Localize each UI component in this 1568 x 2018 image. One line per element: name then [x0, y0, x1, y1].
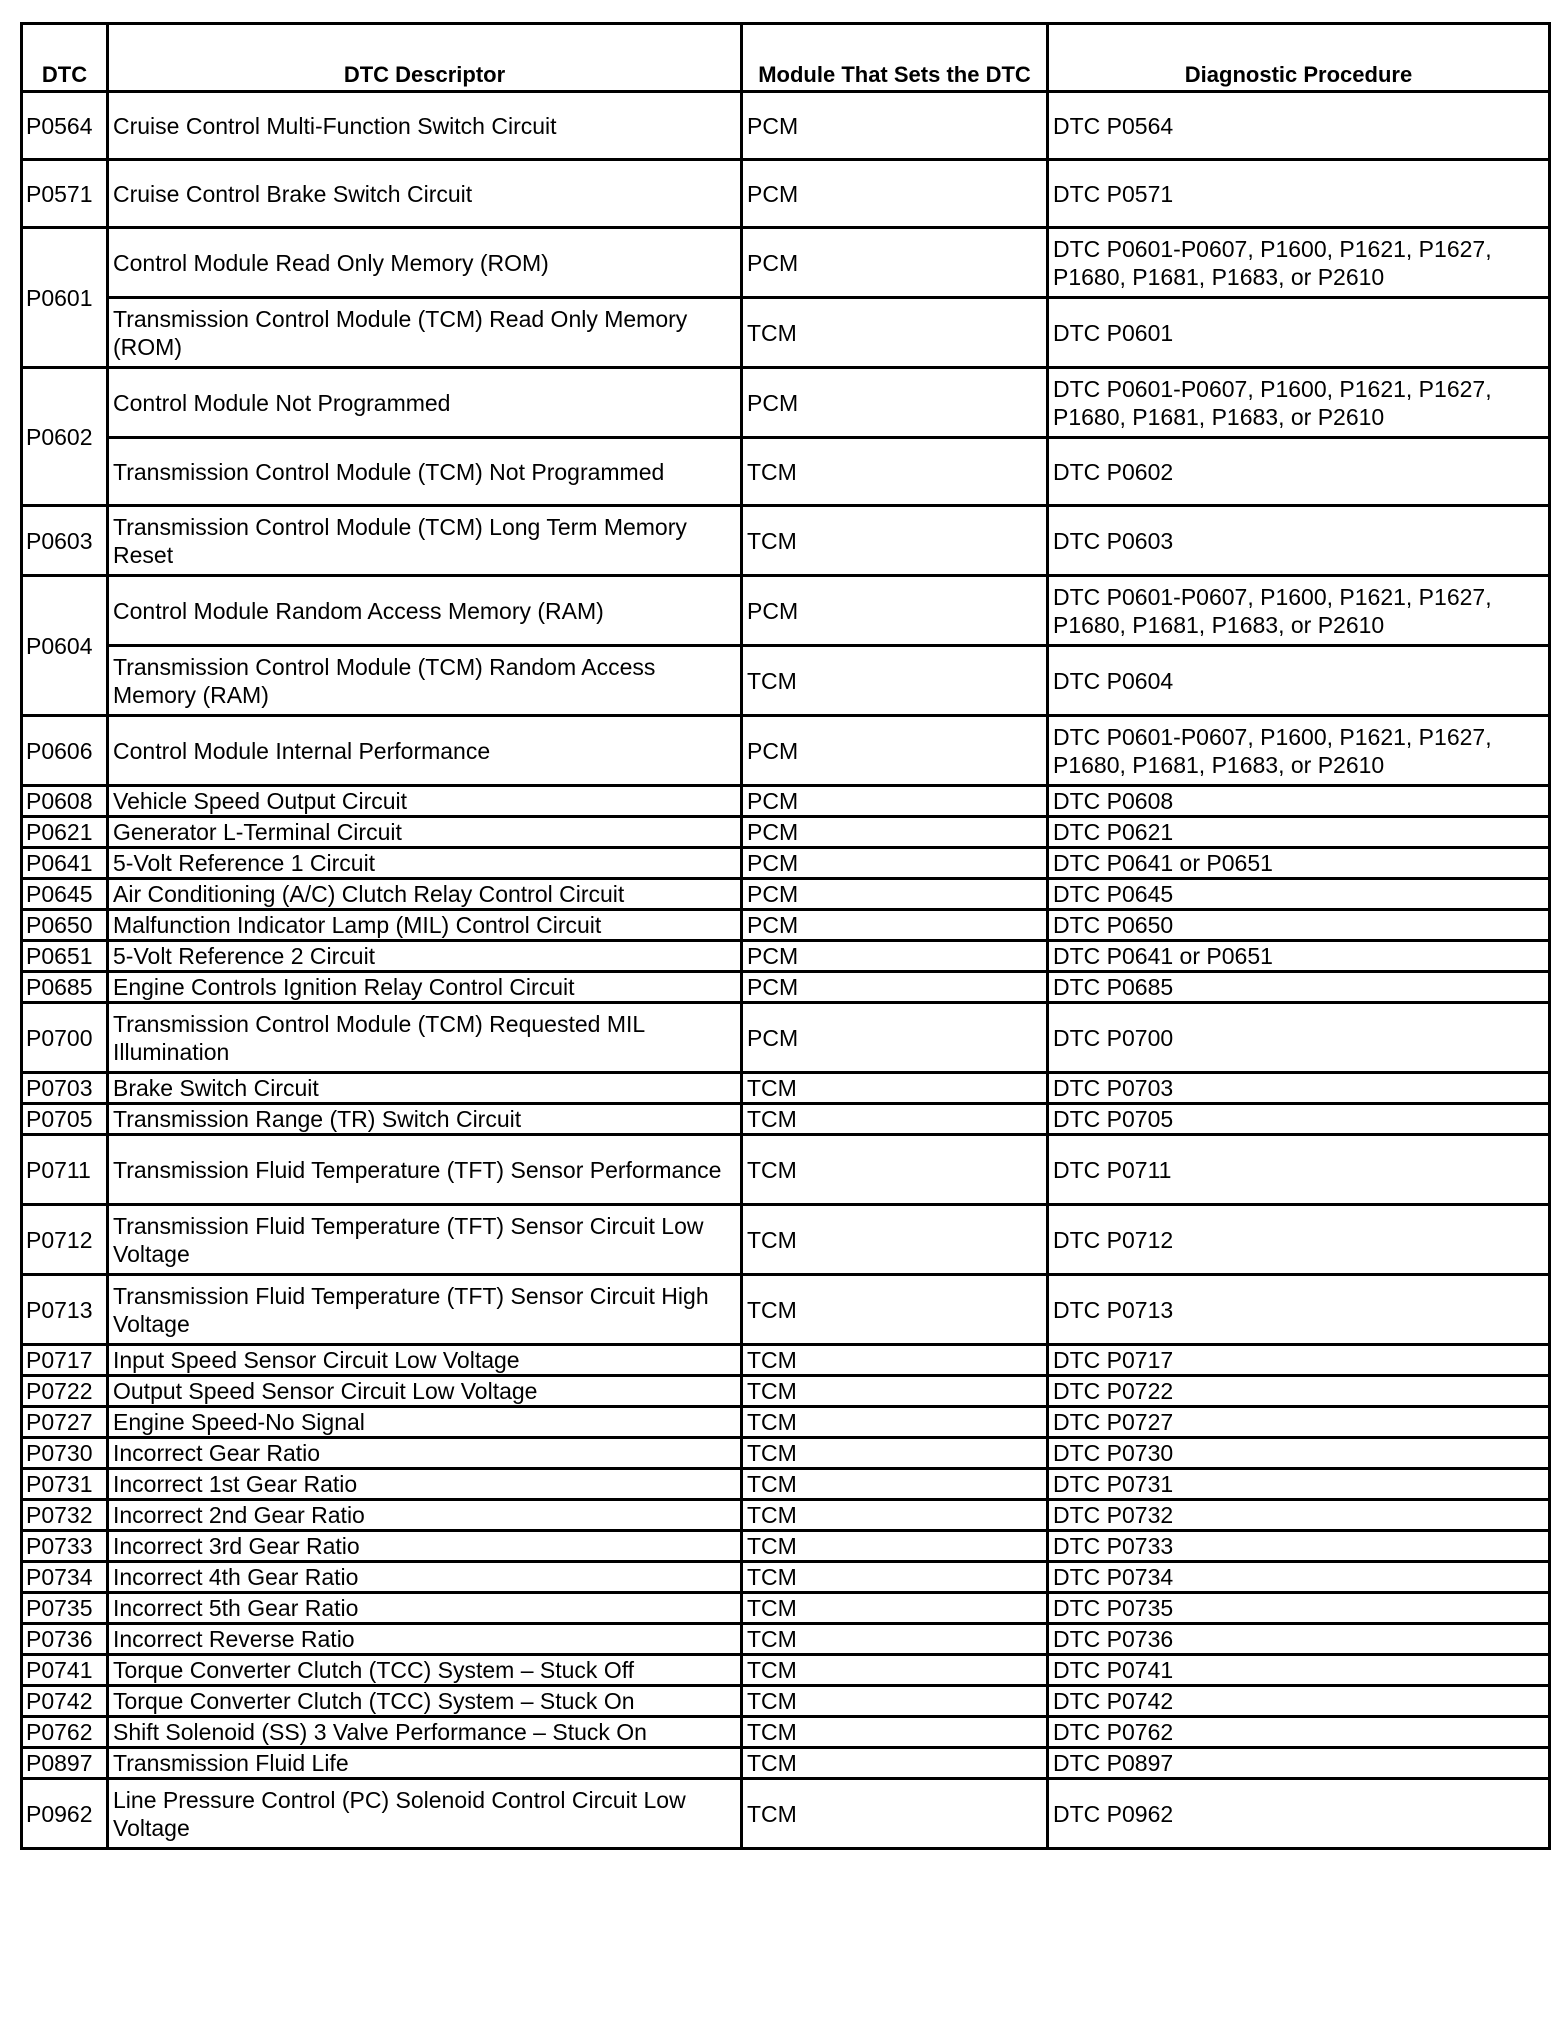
dtc-code: P0722 [22, 1376, 108, 1407]
table-row [22, 1345, 1550, 1376]
dtc-code: P0727 [22, 1407, 108, 1438]
dtc-module: TCM [742, 1469, 1048, 1500]
table-row [22, 1438, 1550, 1469]
dtc-descriptor: Incorrect 1st Gear Ratio [108, 1469, 742, 1500]
header-module: Module That Sets the DTC [742, 24, 1048, 92]
dtc-procedure: DTC P0713 [1048, 1275, 1550, 1345]
dtc-descriptor: Cruise Control Brake Switch Circuit [108, 160, 742, 228]
dtc-code: P0736 [22, 1624, 108, 1655]
table-row [22, 716, 1550, 786]
table-row [22, 879, 1550, 910]
table-row [22, 1748, 1550, 1779]
header-dtc: DTC [22, 24, 108, 92]
table-row [22, 1655, 1550, 1686]
dtc-module: TCM [742, 1205, 1048, 1275]
dtc-descriptor: Brake Switch Circuit [108, 1073, 742, 1104]
table-row [22, 1500, 1550, 1531]
dtc-code: P0645 [22, 879, 108, 910]
dtc-module: TCM [742, 1655, 1048, 1686]
dtc-module: TCM [742, 1135, 1048, 1205]
table-row [22, 786, 1550, 817]
dtc-descriptor: 5-Volt Reference 1 Circuit [108, 848, 742, 879]
dtc-descriptor: Transmission Control Module (TCM) Read Only Memory (ROM) [108, 298, 742, 368]
table-row [22, 160, 1550, 228]
dtc-module: TCM [742, 1438, 1048, 1469]
table-row [22, 1686, 1550, 1717]
dtc-code: P0650 [22, 910, 108, 941]
dtc-module: PCM [742, 848, 1048, 879]
dtc-module: TCM [742, 1531, 1048, 1562]
dtc-descriptor: 5-Volt Reference 2 Circuit [108, 941, 742, 972]
dtc-code: P0713 [22, 1275, 108, 1345]
dtc-descriptor: Transmission Control Module (TCM) Random Access Memory (RAM) [108, 646, 742, 716]
dtc-procedure: DTC P0601-P0607, P1600, P1621, P1627, P1680, P1681, P1683, or P2610 [1048, 368, 1550, 438]
dtc-module: PCM [742, 879, 1048, 910]
dtc-code: P0703 [22, 1073, 108, 1104]
table-row [22, 1104, 1550, 1135]
dtc-procedure: DTC P0730 [1048, 1438, 1550, 1469]
dtc-procedure: DTC P0602 [1048, 438, 1550, 506]
dtc-procedure: DTC P0601-P0607, P1600, P1621, P1627, P1680, P1681, P1683, or P2610 [1048, 228, 1550, 298]
table-row [22, 438, 1550, 506]
dtc-procedure: DTC P0571 [1048, 160, 1550, 228]
dtc-code: P0735 [22, 1593, 108, 1624]
dtc-procedure: DTC P0962 [1048, 1779, 1550, 1849]
dtc-procedure: DTC P0641 or P0651 [1048, 941, 1550, 972]
dtc-code: P0608 [22, 786, 108, 817]
dtc-module: PCM [742, 368, 1048, 438]
dtc-code: P0604 [22, 576, 108, 716]
dtc-code: P0734 [22, 1562, 108, 1593]
dtc-module: PCM [742, 941, 1048, 972]
dtc-module: TCM [742, 1376, 1048, 1407]
dtc-module: TCM [742, 1748, 1048, 1779]
dtc-code: P0641 [22, 848, 108, 879]
table-row [22, 1469, 1550, 1500]
dtc-descriptor: Transmission Control Module (TCM) Requested MIL Illumination [108, 1003, 742, 1073]
table-row [22, 1624, 1550, 1655]
dtc-module: TCM [742, 1562, 1048, 1593]
dtc-code: P0602 [22, 368, 108, 506]
dtc-module: PCM [742, 160, 1048, 228]
table-row [22, 1135, 1550, 1205]
dtc-descriptor: Control Module Internal Performance [108, 716, 742, 786]
dtc-code: P0564 [22, 92, 108, 160]
dtc-module: TCM [742, 1345, 1048, 1376]
dtc-procedure: DTC P0734 [1048, 1562, 1550, 1593]
table-row [22, 646, 1550, 716]
dtc-table [20, 22, 1551, 1850]
dtc-procedure: DTC P0722 [1048, 1376, 1550, 1407]
dtc-descriptor: Shift Solenoid (SS) 3 Valve Performance – Stuck On [108, 1717, 742, 1748]
dtc-module: TCM [742, 1104, 1048, 1135]
dtc-descriptor: Torque Converter Clutch (TCC) System – Stuck On [108, 1686, 742, 1717]
dtc-descriptor: Malfunction Indicator Lamp (MIL) Control Circuit [108, 910, 742, 941]
dtc-code: P0897 [22, 1748, 108, 1779]
dtc-descriptor: Control Module Random Access Memory (RAM) [108, 576, 742, 646]
dtc-descriptor: Cruise Control Multi-Function Switch Circuit [108, 92, 742, 160]
dtc-code: P0705 [22, 1104, 108, 1135]
dtc-descriptor: Generator L-Terminal Circuit [108, 817, 742, 848]
dtc-procedure: DTC P0732 [1048, 1500, 1550, 1531]
dtc-descriptor: Transmission Fluid Life [108, 1748, 742, 1779]
dtc-module: PCM [742, 972, 1048, 1003]
table-row [22, 1275, 1550, 1345]
table-row [22, 1073, 1550, 1104]
dtc-code: P0712 [22, 1205, 108, 1275]
dtc-module: TCM [742, 438, 1048, 506]
dtc-procedure: DTC P0705 [1048, 1104, 1550, 1135]
dtc-descriptor: Transmission Fluid Temperature (TFT) Sensor Circuit High Voltage [108, 1275, 742, 1345]
dtc-code: P0733 [22, 1531, 108, 1562]
dtc-procedure: DTC P0762 [1048, 1717, 1550, 1748]
dtc-module: TCM [742, 1407, 1048, 1438]
dtc-module: PCM [742, 716, 1048, 786]
dtc-procedure: DTC P0711 [1048, 1135, 1550, 1205]
dtc-procedure: DTC P0650 [1048, 910, 1550, 941]
dtc-module: TCM [742, 1686, 1048, 1717]
table-row [22, 576, 1550, 646]
dtc-module: TCM [742, 1500, 1048, 1531]
dtc-code: P0732 [22, 1500, 108, 1531]
dtc-code: P0717 [22, 1345, 108, 1376]
dtc-code: P0762 [22, 1717, 108, 1748]
dtc-procedure: DTC P0733 [1048, 1531, 1550, 1562]
table-row [22, 506, 1550, 576]
table-row [22, 972, 1550, 1003]
dtc-descriptor: Incorrect Reverse Ratio [108, 1624, 742, 1655]
table-row [22, 817, 1550, 848]
dtc-procedure: DTC P0601 [1048, 298, 1550, 368]
dtc-code: P0606 [22, 716, 108, 786]
dtc-procedure: DTC P0564 [1048, 92, 1550, 160]
dtc-procedure: DTC P0717 [1048, 1345, 1550, 1376]
table-row [22, 368, 1550, 438]
dtc-procedure: DTC P0608 [1048, 786, 1550, 817]
dtc-procedure: DTC P0735 [1048, 1593, 1550, 1624]
dtc-descriptor: Control Module Read Only Memory (ROM) [108, 228, 742, 298]
dtc-descriptor: Incorrect 2nd Gear Ratio [108, 1500, 742, 1531]
dtc-code: P0571 [22, 160, 108, 228]
dtc-code: P0700 [22, 1003, 108, 1073]
table-row [22, 228, 1550, 298]
dtc-descriptor: Vehicle Speed Output Circuit [108, 786, 742, 817]
dtc-module: TCM [742, 1593, 1048, 1624]
table-row [22, 910, 1550, 941]
dtc-module: TCM [742, 1624, 1048, 1655]
dtc-procedure: DTC P0742 [1048, 1686, 1550, 1717]
dtc-code: P0731 [22, 1469, 108, 1500]
dtc-descriptor: Incorrect 5th Gear Ratio [108, 1593, 742, 1624]
dtc-module: TCM [742, 1717, 1048, 1748]
dtc-procedure: DTC P0741 [1048, 1655, 1550, 1686]
dtc-code: P0711 [22, 1135, 108, 1205]
dtc-descriptor: Transmission Fluid Temperature (TFT) Sensor Circuit Low Voltage [108, 1205, 742, 1275]
dtc-module: TCM [742, 646, 1048, 716]
dtc-code: P0651 [22, 941, 108, 972]
dtc-descriptor: Transmission Range (TR) Switch Circuit [108, 1104, 742, 1135]
header-procedure: Diagnostic Procedure [1048, 24, 1550, 92]
dtc-descriptor: Output Speed Sensor Circuit Low Voltage [108, 1376, 742, 1407]
dtc-code: P0742 [22, 1686, 108, 1717]
dtc-code: P0962 [22, 1779, 108, 1849]
dtc-descriptor: Control Module Not Programmed [108, 368, 742, 438]
dtc-module: TCM [742, 1275, 1048, 1345]
dtc-descriptor: Engine Speed-No Signal [108, 1407, 742, 1438]
dtc-descriptor: Input Speed Sensor Circuit Low Voltage [108, 1345, 742, 1376]
dtc-module: TCM [742, 1779, 1048, 1849]
dtc-descriptor: Incorrect 4th Gear Ratio [108, 1562, 742, 1593]
dtc-code: P0601 [22, 228, 108, 368]
dtc-descriptor: Transmission Control Module (TCM) Long Term Memory Reset [108, 506, 742, 576]
table-row [22, 1593, 1550, 1624]
dtc-descriptor: Incorrect 3rd Gear Ratio [108, 1531, 742, 1562]
dtc-procedure: DTC P0712 [1048, 1205, 1550, 1275]
dtc-descriptor: Transmission Fluid Temperature (TFT) Sensor Performance [108, 1135, 742, 1205]
dtc-code: P0621 [22, 817, 108, 848]
dtc-module: PCM [742, 910, 1048, 941]
table-row [22, 1531, 1550, 1562]
table-row [22, 92, 1550, 160]
table-row [22, 848, 1550, 879]
dtc-procedure: DTC P0604 [1048, 646, 1550, 716]
dtc-procedure: DTC P0645 [1048, 879, 1550, 910]
dtc-procedure: DTC P0685 [1048, 972, 1550, 1003]
dtc-module: PCM [742, 228, 1048, 298]
dtc-code: P0685 [22, 972, 108, 1003]
table-row [22, 1717, 1550, 1748]
dtc-procedure: DTC P0603 [1048, 506, 1550, 576]
dtc-descriptor: Torque Converter Clutch (TCC) System – Stuck Off [108, 1655, 742, 1686]
dtc-procedure: DTC P0703 [1048, 1073, 1550, 1104]
dtc-descriptor: Line Pressure Control (PC) Solenoid Control Circuit Low Voltage [108, 1779, 742, 1849]
dtc-module: TCM [742, 1073, 1048, 1104]
dtc-module: TCM [742, 298, 1048, 368]
dtc-module: TCM [742, 506, 1048, 576]
table-row [22, 941, 1550, 972]
dtc-code: P0741 [22, 1655, 108, 1686]
dtc-descriptor: Incorrect Gear Ratio [108, 1438, 742, 1469]
dtc-module: PCM [742, 92, 1048, 160]
dtc-procedure: DTC P0601-P0607, P1600, P1621, P1627, P1680, P1681, P1683, or P2610 [1048, 716, 1550, 786]
header-row [22, 24, 1550, 92]
table-row [22, 1003, 1550, 1073]
dtc-procedure: DTC P0700 [1048, 1003, 1550, 1073]
dtc-code: P0730 [22, 1438, 108, 1469]
table-row [22, 1562, 1550, 1593]
dtc-descriptor: Transmission Control Module (TCM) Not Programmed [108, 438, 742, 506]
table-row [22, 1407, 1550, 1438]
dtc-procedure: DTC P0601-P0607, P1600, P1621, P1627, P1680, P1681, P1683, or P2610 [1048, 576, 1550, 646]
header-descriptor: DTC Descriptor [108, 24, 742, 92]
dtc-module: PCM [742, 817, 1048, 848]
dtc-code: P0603 [22, 506, 108, 576]
dtc-module: PCM [742, 786, 1048, 817]
dtc-procedure: DTC P0731 [1048, 1469, 1550, 1500]
dtc-module: PCM [742, 576, 1048, 646]
dtc-module: PCM [742, 1003, 1048, 1073]
dtc-procedure: DTC P0621 [1048, 817, 1550, 848]
dtc-procedure: DTC P0727 [1048, 1407, 1550, 1438]
dtc-descriptor: Engine Controls Ignition Relay Control Circuit [108, 972, 742, 1003]
table-row [22, 1205, 1550, 1275]
dtc-procedure: DTC P0641 or P0651 [1048, 848, 1550, 879]
dtc-descriptor: Air Conditioning (A/C) Clutch Relay Control Circuit [108, 879, 742, 910]
dtc-procedure: DTC P0736 [1048, 1624, 1550, 1655]
table-row [22, 1376, 1550, 1407]
table-row [22, 1779, 1550, 1849]
table-row [22, 298, 1550, 368]
dtc-procedure: DTC P0897 [1048, 1748, 1550, 1779]
